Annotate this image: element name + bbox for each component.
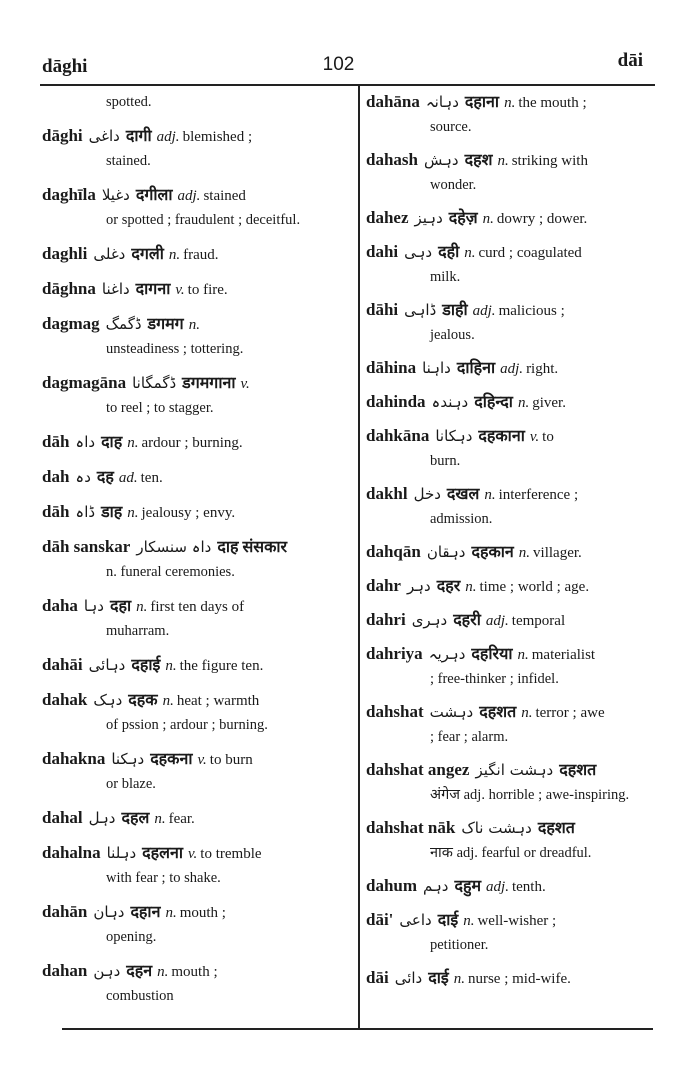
urdu-script: دغلی — [93, 245, 126, 263]
hindi-script: दहा — [109, 598, 132, 615]
page-header — [0, 50, 677, 82]
part-of-speech: adj. — [486, 879, 509, 895]
hindi-script: दहकाना — [478, 428, 525, 445]
dictionary-entry — [42, 900, 342, 949]
bottom-rule — [62, 1028, 653, 1030]
part-of-speech: n. — [464, 245, 476, 261]
headword: dahal — [42, 808, 83, 827]
urdu-script: دہر — [406, 577, 431, 595]
definition: to tremble — [200, 846, 262, 862]
urdu-script: ڈاہ — [75, 503, 96, 521]
urdu-script: داغی — [88, 127, 120, 145]
part-of-speech: n. — [165, 905, 177, 921]
entry-first-line — [366, 356, 656, 381]
hindi-script: दहल — [121, 810, 150, 827]
definition-continuation: burn. — [430, 453, 461, 469]
definition: ten. — [140, 470, 163, 486]
part-of-speech: n. — [504, 95, 516, 111]
hindi-script: दहकान — [471, 544, 514, 561]
dictionary-entry — [366, 148, 656, 197]
definition: blemished ; — [182, 129, 253, 145]
hindi-script: दहाई — [131, 657, 161, 674]
headword: dāhi — [366, 300, 399, 319]
dictionary-entry — [42, 371, 342, 420]
headword: dāghna — [42, 279, 96, 298]
part-of-speech: n. — [517, 395, 530, 411]
entry-first-line — [366, 642, 656, 667]
definition: first ten days of — [150, 599, 245, 615]
hindi-script: दहिन्दा — [474, 394, 513, 411]
entry-first-line — [42, 594, 342, 619]
headword: dāh sanskar — [42, 537, 131, 556]
entry-first-line — [366, 298, 656, 323]
hindi-script: दह — [96, 469, 114, 486]
definition: mouth ; — [179, 905, 226, 921]
urdu-script: داہ — [75, 433, 96, 451]
definition-continuation: नाक adj. fearful or dreadful. — [430, 845, 592, 861]
hindi-script: दखल — [446, 486, 480, 503]
definition-continuation: or spotted ; fraudulent ; deceitful. — [106, 212, 301, 228]
entry-first-line — [366, 206, 656, 231]
definition: to fire. — [187, 282, 228, 298]
dictionary-entry — [366, 874, 656, 899]
part-of-speech: n. — [484, 487, 496, 503]
dictionary-entry — [42, 500, 342, 525]
urdu-script: دہقان — [426, 543, 466, 561]
definition: nurse ; mid-wife. — [467, 971, 571, 987]
headword: dahalna — [42, 843, 101, 862]
definition: time ; world ; age. — [479, 579, 590, 595]
part-of-speech: adj. — [472, 303, 496, 319]
urdu-script: دہان — [93, 903, 125, 921]
dictionary-entry — [42, 688, 342, 737]
headword: dahash — [366, 150, 418, 169]
entry-first-line — [366, 390, 656, 415]
urdu-script: دہا — [83, 597, 104, 615]
dictionary-entry — [366, 90, 656, 139]
urdu-script: ڈاہی — [404, 301, 437, 319]
definition: the figure ten. — [179, 658, 264, 674]
dictionary-entry — [366, 574, 656, 599]
urdu-script: دہکنا — [111, 750, 145, 768]
entry-first-line — [42, 841, 342, 866]
headword: dagmag — [42, 314, 100, 333]
dictionary-entry — [366, 298, 656, 347]
definition-continuation: or blaze. — [106, 776, 156, 792]
definition-continuation: opening. — [106, 929, 157, 945]
part-of-speech: n. — [154, 811, 166, 827]
entry-first-line — [366, 482, 656, 507]
hindi-script: दहशत — [479, 704, 517, 721]
part-of-speech: v. — [188, 846, 198, 862]
part-of-speech: n. — [162, 693, 174, 709]
urdu-script: دہکانا — [435, 427, 473, 445]
entry-first-line — [366, 700, 656, 725]
dictionary-entry — [366, 908, 656, 957]
definition: fear. — [168, 811, 195, 827]
urdu-script: دہش — [423, 151, 459, 169]
part-of-speech: v. — [240, 376, 250, 392]
dictionary-entry — [366, 642, 656, 691]
dictionary-entry — [366, 608, 656, 633]
definition-continuation: with fear ; to shake. — [106, 870, 221, 886]
definition: fraud. — [183, 247, 219, 263]
headword: dahriya — [366, 644, 423, 663]
urdu-script: دہی — [404, 243, 433, 261]
part-of-speech: adj. — [156, 129, 180, 145]
entry-first-line — [366, 574, 656, 599]
headword: dahr — [366, 576, 401, 595]
page-number: 102 — [322, 54, 355, 75]
definition: terror ; awe — [535, 705, 605, 721]
headword: dakhl — [366, 484, 408, 503]
definition-continuation: muharram. — [106, 623, 170, 639]
dictionary-entry — [42, 747, 342, 796]
urdu-script: داعی — [399, 911, 432, 929]
headword: dahri — [366, 610, 406, 629]
entry-first-line — [42, 653, 342, 678]
headword: dahan — [42, 961, 88, 980]
urdu-script: دغیلا — [101, 186, 130, 204]
part-of-speech: adj. — [177, 188, 201, 204]
definition: right. — [526, 361, 559, 377]
definition-continuation: n. funeral ceremonies. — [106, 564, 235, 580]
headword: dahshat — [366, 702, 424, 721]
entry-first-line — [42, 959, 342, 984]
dictionary-entry — [366, 540, 656, 565]
urdu-script: دہشت — [429, 703, 474, 721]
urdu-script: دہندہ — [431, 393, 469, 411]
entry-first-line — [42, 688, 342, 713]
guide-word-right: dāi — [617, 50, 643, 71]
hindi-script: दहरी — [453, 612, 481, 629]
dictionary-entry — [366, 758, 656, 807]
dictionary-entry — [42, 535, 342, 584]
definition: the mouth ; — [518, 95, 587, 111]
urdu-script: دہ — [75, 468, 91, 486]
part-of-speech: n. — [521, 705, 533, 721]
definition: curd ; coagulated — [478, 245, 582, 261]
headword: daha — [42, 596, 78, 615]
dictionary-entry — [42, 430, 342, 455]
entry-first-line — [42, 312, 342, 337]
part-of-speech: n. — [127, 505, 139, 521]
hindi-script: दाहिना — [456, 360, 496, 377]
urdu-script: داہ سنسکار — [136, 538, 212, 556]
hindi-script: डगमगाना — [182, 375, 236, 392]
entry-first-line — [366, 966, 656, 991]
entry-first-line — [366, 874, 656, 899]
hindi-script: दहन — [126, 963, 153, 980]
part-of-speech: n. — [157, 964, 169, 980]
dictionary-entry — [42, 959, 342, 1008]
definition: to burn — [209, 752, 253, 768]
entry-first-line — [42, 900, 342, 925]
entry-first-line — [366, 148, 656, 173]
definition: tenth. — [511, 879, 546, 895]
urdu-script: دہل — [88, 809, 116, 827]
dictionary-entry — [42, 183, 342, 232]
entry-first-line — [366, 758, 656, 783]
part-of-speech: n. — [463, 913, 475, 929]
entry-first-line — [366, 816, 656, 841]
headword: daghli — [42, 244, 88, 263]
entry-first-line — [42, 430, 342, 455]
entry-first-line — [366, 424, 656, 449]
headword: dahshat angez — [366, 760, 470, 779]
urdu-script: دہائی — [88, 656, 126, 674]
urdu-script: دہن — [93, 962, 121, 980]
entry-first-line — [42, 500, 342, 525]
headword: dahak — [42, 690, 88, 709]
headword: dāi' — [366, 910, 394, 929]
dictionary-entry — [42, 465, 342, 490]
headword: dahāi — [42, 655, 83, 674]
definition: heat ; warmth — [176, 693, 260, 709]
dictionary-entry — [366, 356, 656, 381]
entry-first-line — [366, 90, 656, 115]
definition: villager. — [533, 545, 582, 561]
hindi-script: दहकना — [150, 751, 193, 768]
hindi-script: दहान — [130, 904, 161, 921]
urdu-script: دہشت انگیز — [475, 761, 554, 779]
dictionary-entry — [42, 806, 342, 831]
hindi-script: दाई — [437, 912, 459, 929]
entry-first-line — [42, 747, 342, 772]
headword: dahinda — [366, 392, 426, 411]
part-of-speech: n. — [517, 647, 529, 663]
part-of-speech: adj. — [485, 613, 509, 629]
definition: interference ; — [498, 487, 579, 503]
definition-continuation: ; fear ; alarm. — [430, 729, 509, 745]
urdu-script: دہشت ناک — [461, 819, 532, 837]
part-of-speech: n. — [136, 599, 148, 615]
definition: to — [542, 429, 554, 445]
definition-continuation: jealous. — [430, 327, 475, 343]
headword: dahkāna — [366, 426, 430, 445]
entry-first-line — [42, 277, 342, 302]
dictionary-entry — [366, 424, 656, 473]
definition-continuation: source. — [430, 119, 472, 135]
headword: dāghi — [42, 126, 83, 145]
hindi-script: दहश — [464, 152, 493, 169]
dictionary-entry — [366, 482, 656, 531]
definition-continuation: of pssion ; ardour ; burning. — [106, 717, 268, 733]
urdu-script: ڈگمگانا — [132, 374, 177, 392]
definition: ardour ; burning. — [141, 435, 243, 451]
definition-continuation: अंगेज adj. horrible ; awe-inspiring. — [430, 787, 630, 803]
headword: dahāna — [366, 92, 420, 111]
left-column — [42, 90, 342, 1018]
hindi-script: दाई — [428, 970, 449, 987]
entry-first-line — [366, 540, 656, 565]
definition: mouth ; — [171, 964, 218, 980]
right-column — [366, 90, 656, 1000]
urdu-script: دہلنا — [106, 844, 137, 862]
dictionary-entry — [42, 124, 342, 173]
urdu-script: داغنا — [101, 280, 130, 298]
definition: dowry ; dower. — [496, 211, 588, 227]
urdu-script: دخل — [413, 485, 441, 503]
hindi-script: दही — [438, 244, 460, 261]
guide-word-left: dāghi — [42, 56, 88, 77]
dictionary-entry — [42, 653, 342, 678]
headword: dāi — [366, 968, 389, 987]
definition: well-wisher ; — [477, 913, 557, 929]
hindi-script: दहेज़ — [448, 210, 478, 227]
headword: dahum — [366, 876, 418, 895]
headword: dah — [42, 467, 70, 486]
hindi-script: दगली — [131, 246, 164, 263]
part-of-speech: ad. — [118, 470, 138, 486]
entry-first-line — [42, 242, 342, 267]
entry-first-line — [366, 608, 656, 633]
definition: jealousy ; envy. — [141, 505, 236, 521]
definition: materialist — [531, 647, 596, 663]
hindi-script: दहाना — [464, 94, 500, 111]
dictionary-entry — [366, 816, 656, 865]
column-divider — [358, 84, 360, 1029]
headword: dahakna — [42, 749, 106, 768]
definition-continuation: spotted. — [106, 94, 152, 110]
urdu-script: ڈگمگ — [105, 315, 142, 333]
headword: dahqān — [366, 542, 421, 561]
definition: malicious ; — [498, 303, 565, 319]
dictionary-entry — [42, 242, 342, 267]
definition: striking with — [511, 153, 588, 169]
definition: stained — [203, 188, 246, 204]
headword: dāh — [42, 432, 70, 451]
definition-continuation: to reel ; to stagger. — [106, 400, 214, 416]
headword: dahshat nāk — [366, 818, 456, 837]
definition-continuation: admission. — [430, 511, 493, 527]
part-of-speech: n. — [518, 545, 531, 561]
hindi-script: दाह संसकार — [217, 539, 288, 556]
dictionary-entry — [42, 841, 342, 890]
hindi-script: दगीला — [135, 187, 173, 204]
hindi-script: दहक — [128, 692, 158, 709]
urdu-script: دہانہ — [425, 93, 459, 111]
urdu-script: دہری — [411, 611, 448, 629]
definition-continuation: milk. — [430, 269, 461, 285]
top-rule — [40, 84, 655, 86]
hindi-script: दहशत — [537, 820, 575, 837]
dictionary-entry — [366, 240, 656, 289]
part-of-speech: n. — [188, 317, 200, 333]
entry-first-line — [42, 465, 342, 490]
hindi-script: डाही — [442, 302, 468, 319]
entry-first-line — [42, 371, 342, 396]
hindi-script: दागना — [135, 281, 171, 298]
dictionary-entry — [366, 390, 656, 415]
definition-continuation: ; free-thinker ; infidel. — [430, 671, 559, 687]
headword: dāh — [42, 502, 70, 521]
urdu-script: دہم — [423, 877, 449, 895]
hindi-script: दहरिया — [471, 646, 513, 663]
urdu-script: دائی — [394, 969, 423, 987]
headword: dāhina — [366, 358, 417, 377]
entry-first-line — [42, 806, 342, 831]
part-of-speech: n. — [497, 153, 509, 169]
hindi-script: दहुम — [454, 878, 482, 895]
headword: dagmagāna — [42, 373, 127, 392]
entry-first-line — [42, 535, 342, 560]
headword: dahi — [366, 242, 399, 261]
dictionary-entry — [366, 206, 656, 231]
headword: daghīla — [42, 185, 96, 204]
part-of-speech: n. — [127, 435, 139, 451]
hindi-script: दागी — [125, 128, 152, 145]
part-of-speech: n. — [465, 579, 477, 595]
hindi-script: दहलना — [142, 845, 183, 862]
definition-continuation: petitioner. — [430, 937, 489, 953]
hindi-script: दाह — [101, 434, 123, 451]
dictionary-entry — [366, 966, 656, 991]
entry-first-line — [366, 240, 656, 265]
definition: temporal — [511, 613, 566, 629]
hindi-script: दहशत — [559, 762, 597, 779]
part-of-speech: n. — [482, 211, 494, 227]
part-of-speech: v. — [175, 282, 185, 298]
dictionary-entry — [366, 700, 656, 749]
definition-continuation: unsteadiness ; tottering. — [106, 341, 244, 357]
definition: giver. — [532, 395, 566, 411]
dictionary-entry — [42, 90, 342, 114]
hindi-script: डगमग — [147, 316, 184, 333]
part-of-speech: v. — [197, 752, 207, 768]
entry-first-line — [366, 908, 656, 933]
definition-continuation: wonder. — [430, 177, 477, 193]
headword: dahez — [366, 208, 409, 227]
dictionary-entry — [42, 594, 342, 643]
part-of-speech: adj. — [500, 361, 524, 377]
dictionary-entry — [42, 312, 342, 361]
definition-continuation: stained. — [106, 153, 151, 169]
hindi-script: डाह — [101, 504, 123, 521]
part-of-speech: n. — [168, 247, 181, 263]
urdu-script: داہنا — [422, 359, 451, 377]
urdu-script: دہریہ — [428, 645, 466, 663]
part-of-speech: n. — [453, 971, 465, 987]
hindi-script: दहर — [436, 578, 461, 595]
part-of-speech: v. — [529, 429, 540, 445]
urdu-script: دہک — [93, 691, 123, 709]
entry-first-line — [42, 183, 342, 208]
urdu-script: دہیز — [414, 209, 443, 227]
entry-first-line — [42, 124, 342, 149]
dictionary-entry — [42, 277, 342, 302]
headword: dahān — [42, 902, 88, 921]
part-of-speech: n. — [165, 658, 177, 674]
definition-continuation: combustion — [106, 988, 174, 1004]
